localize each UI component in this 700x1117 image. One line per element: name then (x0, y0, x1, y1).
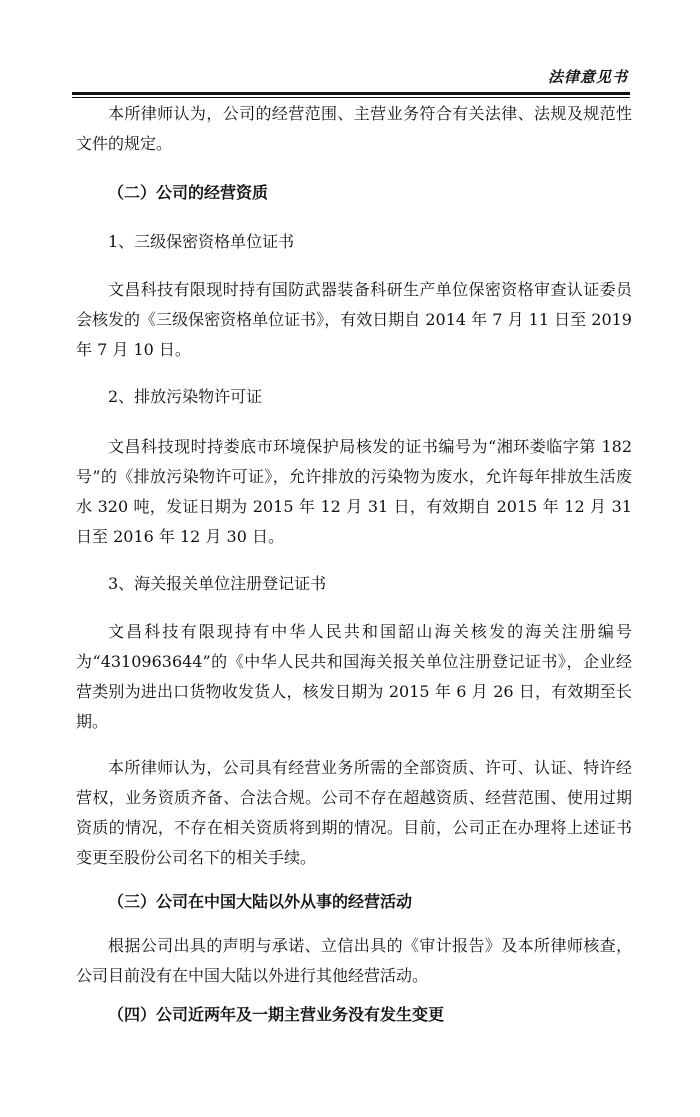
header-rule-thick (72, 92, 630, 95)
header-title: 法律意见书 (547, 68, 628, 86)
subheading-2: 2、排放污染物许可证 (108, 387, 263, 406)
subheading-1: 1、三级保密资格单位证书 (108, 232, 295, 251)
paragraph-pollution-permit: 文昌科技现时持娄底市环境保护局核发的证书编号为“湘环娄临字第 182 号”的《排放污染物许可证》，允许排放的污染物为废水，允许每年排放生活废水 320 吨，发证日期为 2015 年 12 月 31 日，有效期自 2015 年 12 月 31 日至 2016 年 12 月 30 日。 (76, 437, 632, 546)
section-heading-3: （三）公司在中国大陆以外从事的经营活动 (108, 892, 413, 911)
paragraph-overseas-activities: 根据公司出具的声明与承诺、立信出具的《审计报告》及本所律师核查，公司目前没有在中国大陆以外进行其他经营活动。 (76, 936, 632, 985)
subheading-3: 3、海关报关单位注册登记证书 (108, 574, 327, 593)
section-heading-4: （四）公司近两年及一期主营业务没有发生变更 (108, 1005, 445, 1024)
paragraph-qualification-conclusion: 本所律师认为，公司具有经营业务所需的全部资质、许可、认证、特许经营权，业务资质齐备、合法合规。公司不存在超越资质、经营范围、使用过期资质的情况，不存在相关资质将到期的情况。目前，公司正在办理将上述证书变更至股份公司名下的相关手续。 (76, 758, 632, 867)
paragraph-scope-conclusion: 本所律师认为，公司的经营范围、主营业务符合有关法律、法规及规范性文件的规定。 (76, 104, 632, 153)
paragraph-customs-cert: 文昌科技有限现持有中华人民共和国韶山海关核发的海关注册编号为“4310963644”的《中华人民共和国海关报关单位注册登记证书》，企业经营类别为进出口货物收发货人，核发日期为 2015 年 6 月 26 日，有效期至长期。 (76, 622, 632, 731)
header-rule-thin (72, 97, 630, 98)
paragraph-secrecy-cert: 文昌科技有限现时持有国防武器装备科研生产单位保密资格审查认证委员会核发的《三级保密资格单位证书》，有效日期自 2014 年 7 月 11 日至 2019 年 7 月 10 日。 (76, 280, 632, 359)
document-body (76, 99, 632, 1030)
section-heading-2: （二）公司的经营资质 (108, 183, 269, 202)
